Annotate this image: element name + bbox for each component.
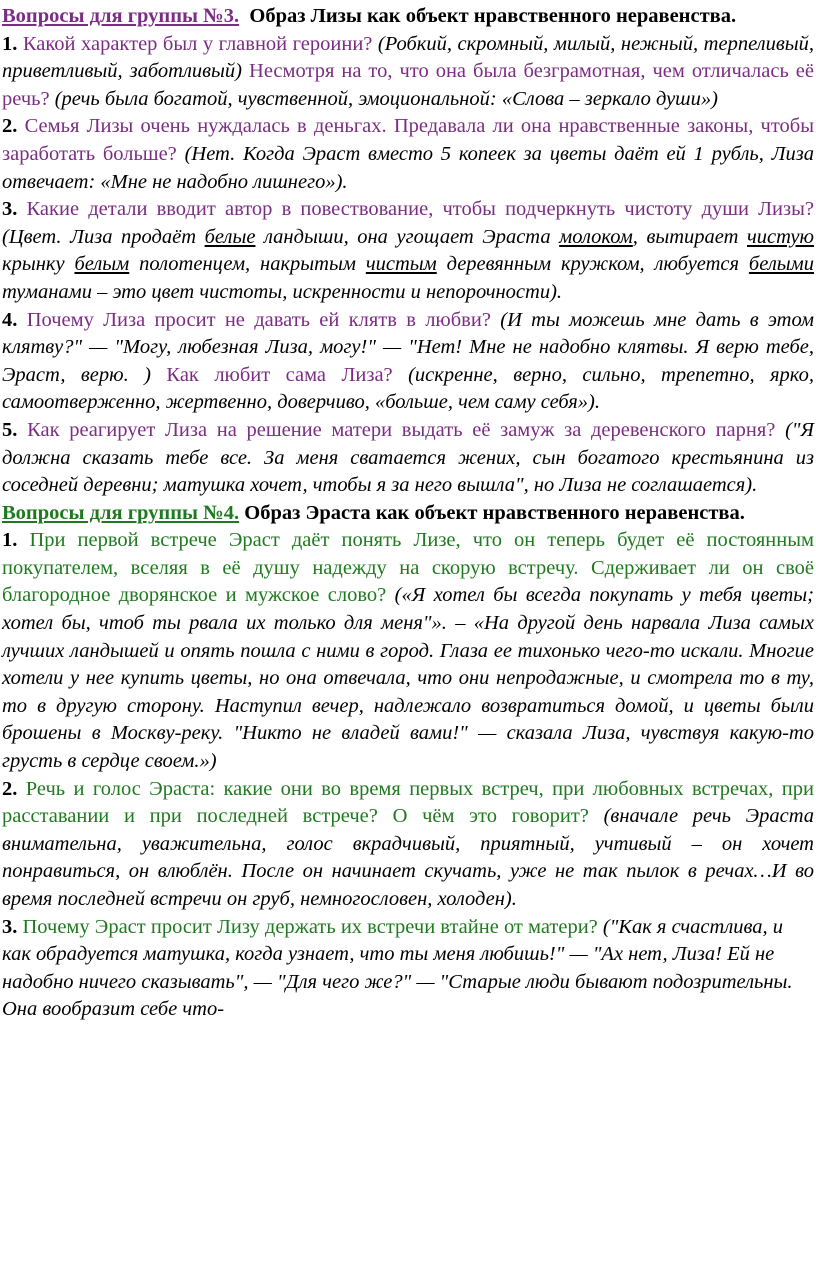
- answer-fragment: полотенцем, накрытым: [129, 253, 366, 276]
- underlined-word: белым: [74, 253, 130, 276]
- answer-text: (речь была богатой, чувственной, эмоциональной: «Слова – зеркало души»): [54, 87, 718, 110]
- question-text: Семья Лизы очень нуждалась в деньгах. Предавала ли она нравственные законы, чтобы заработать больше?: [2, 115, 814, 165]
- question-number: 3.: [2, 198, 18, 221]
- answer-text: (Робкий, скромный, милый, нежный, терпеливый, приветливый, заботливый): [2, 32, 815, 83]
- question-text: Почему Эраст просит Лизу держать их встречи втайне от матери?: [22, 915, 598, 938]
- answer-text: («Я хотел бы всегда покупать у тебя цветы; хотел бы, чтоб ты рвала их только для меня"». – «На другой день нарвала Лиза самых лучших ландышей и опять пошла с ними в город. Глаза ее тихонько чего-то искали. Многие хотели у нее купить цветы, но она отвечала, что они непродажные, и смотрела то в ту, то в другую сторону. Наступил вечер, надлежало возвратиться домой, и цветы были брошены в Москву-реку. "Никто не владей вами!" — сказала Лиза, чувствуя какую-то грусть в сердце своем.»): [2, 584, 815, 773]
- question-number: 2.: [2, 777, 18, 800]
- group-3-heading: [2, 3, 814, 31]
- group-3-section: [2, 3, 814, 500]
- question-text: При первой встрече Эраст даёт понять Лизе, что он теперь будет её постоянным покупателем, вселяя в её душу надежду на скорую встречу. Сдерживает ли он своё благородное дворянское и мужское слово?: [2, 529, 814, 607]
- question-text: Как любит сама Лиза?: [166, 363, 393, 386]
- question-number: 4.: [2, 308, 18, 331]
- answer-fragment: туманами – это цвет чистоты, искренности и непорочности).: [2, 280, 563, 303]
- question-item: [2, 527, 814, 775]
- answer-text: (искренне, верно, сильно, трепетно, ярко, самоотверженно, жертвенно, доверчиво, «больше, чем саму себя»).: [2, 363, 814, 414]
- question-number: 2.: [2, 115, 18, 138]
- question-text: Какие детали вводит автор в повествование, чтобы подчеркнуть чистоту души Лизы?: [26, 198, 814, 221]
- answer-fragment: ландыши, она угощает Эраста: [255, 225, 560, 248]
- answer-text: (вначале речь Эраста внимательна, уважительна, голос вкрадчивый, приятный, учтивый – он хочет понравиться, он влюблён. После он начинает скучать, уже не так пылок в речах…И во время последней встречи он груб, немногословен, холоден).: [2, 805, 814, 910]
- question-number: 5.: [2, 418, 18, 441]
- underlined-word: молоком: [559, 225, 633, 248]
- answer-text: ("Я должна сказать тебе все. За меня сватается жених, сын богатого крестьянина из соседней деревни; матушка хочет, чтобы я за него вышла", но Лиза не соглашается).: [2, 418, 815, 497]
- answer-fragment: (Цвет. Лиза продаёт: [2, 225, 205, 248]
- group-3-title: Образ Лизы как объект нравственного неравенства.: [249, 5, 737, 27]
- group-4-label: Вопросы для группы №4.: [2, 501, 240, 524]
- question-number: 3.: [2, 915, 18, 938]
- underlined-word: чистым: [365, 253, 437, 276]
- question-text: Почему Лиза просит не давать ей клятв в любви?: [26, 308, 491, 331]
- underlined-word: белыми: [748, 253, 814, 276]
- question-text: Какой характер был у главной героини?: [22, 32, 373, 55]
- answer-text: ("Как я счастлива, и как обрадуется матушка, когда узнает, что ты меня любишь!" — "Ах нет, Лиза! Ей не надобно ничего сказывать", — "Для чего же?" — "Старые люди бывают подозрительны. Она вообразит себе что-: [2, 915, 793, 1021]
- question-text: Как реагирует Лиза на решение матери выдать её замуж за деревенского парня?: [27, 418, 776, 441]
- answer-text: (И ты можешь мне дать в этом клятву?" — "Могу, любезная Лиза, могу!" — "Нет! Мне не надобно клятвы. Я верю тебе, Эраст, верю. ): [2, 308, 815, 386]
- question-item: [2, 776, 814, 914]
- answer-fragment: крынку: [2, 253, 75, 276]
- answer-fragment: , вытирает: [632, 225, 747, 248]
- question-text: Несмотря на то, что она была безграмотная, чем отличалась её речь?: [2, 60, 814, 110]
- group-3-label: Вопросы для группы №3.: [2, 5, 240, 27]
- underlined-word: белые: [204, 225, 256, 248]
- answer-text: (Нет. Когда Эраст вместо 5 копеек за цветы даёт ей 1 рубль, Лиза отвечает: «Мне не надобно лишнего»).: [2, 142, 815, 193]
- group-4-heading: [2, 500, 814, 528]
- group-4-title: Образ Эраста как объект нравственного неравенства.: [244, 501, 745, 524]
- question-item: [2, 307, 814, 417]
- question-item: [2, 31, 814, 114]
- question-number: 1.: [2, 32, 18, 55]
- question-number: 1.: [2, 529, 18, 552]
- underlined-word: чистую: [747, 225, 814, 248]
- question-item: [2, 113, 814, 196]
- question-text: Речь и голос Эраста: какие они во время первых встреч, при любовных встречах, при расставании и при последней встрече? О чём это говорит?: [2, 777, 814, 828]
- group-4-section: [2, 500, 814, 1024]
- question-item: [2, 196, 814, 306]
- answer-text: [2, 226, 814, 303]
- question-item: [2, 417, 814, 500]
- answer-fragment: деревянным кружком, любуется: [436, 253, 749, 276]
- question-item: [2, 914, 814, 1024]
